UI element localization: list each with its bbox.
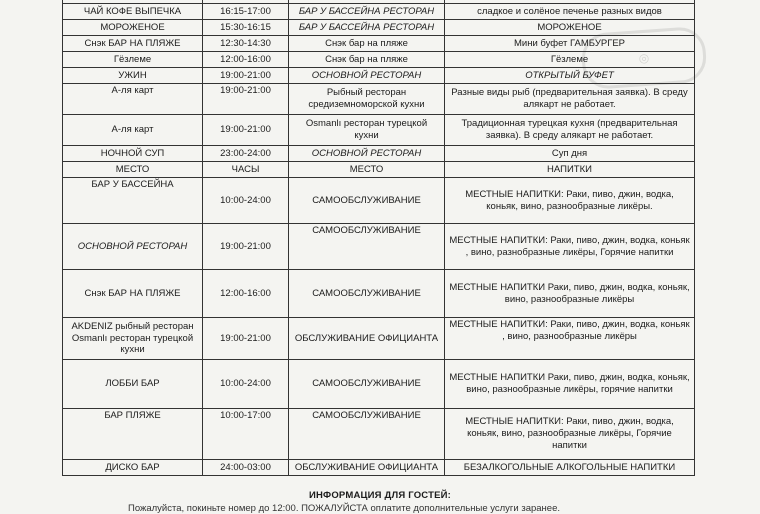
watermark-logo-icon: ◎ xyxy=(638,50,650,66)
meal-desc: Традиционная турецкая кухня (предварительная заявка). В среду алякарт не работает. xyxy=(445,115,695,146)
meal-time: 12:00-16:00 xyxy=(203,52,289,68)
bar-hours: 19:00-21:00 xyxy=(203,318,289,360)
meal-place: БАР У БАССЕЙНА РЕСТОРАН xyxy=(289,20,445,36)
table-row xyxy=(63,36,695,52)
meal-time: 19:00-21:00 xyxy=(203,68,289,84)
bar-place: БАР У БАССЕЙНА xyxy=(63,178,203,224)
bar-hours: 24:00-03:00 xyxy=(203,460,289,476)
meal-name: Снэк БАР НА ПЛЯЖЕ xyxy=(63,36,203,52)
table-row xyxy=(63,84,695,115)
table-row xyxy=(63,52,695,68)
bar-service: САМООБСЛУЖИВАНИЕ xyxy=(289,360,445,409)
meal-time: 16:15-17:00 xyxy=(203,4,289,20)
bar-service: САМООБСЛУЖИВАНИЕ xyxy=(289,409,445,460)
bar-place: БАР ПЛЯЖЕ xyxy=(63,409,203,460)
header-service: МЕСТО xyxy=(289,162,445,178)
bar-service: ОБСЛУЖИВАНИЕ ОФИЦИАНТА xyxy=(289,460,445,476)
bar-drinks: БЕЗАЛКОГОЛЬНЫЕ АЛКОГОЛЬНЫЕ НАПИТКИ xyxy=(445,460,695,476)
bar-place: ОСНОВНОЙ РЕСТОРАН xyxy=(63,224,203,270)
meal-name: НОЧНОЙ СУП xyxy=(63,146,203,162)
table-row xyxy=(63,224,695,270)
meal-place: Рыбный ресторан средиземноморской кухни xyxy=(289,84,445,115)
meal-place: ОСНОВНОЙ РЕСТОРАН xyxy=(289,68,445,84)
bar-service: ОБСЛУЖИВАНИЕ ОФИЦИАНТА xyxy=(289,318,445,360)
bar-place: Снэк БАР НА ПЛЯЖЕ xyxy=(63,270,203,318)
bar-hours: 19:00-21:00 xyxy=(203,224,289,270)
meal-name: А-ля карт xyxy=(63,115,203,146)
bar-service: САМООБСЛУЖИВАНИЕ xyxy=(289,178,445,224)
table-row xyxy=(63,68,695,84)
meal-name: Гёзлеме xyxy=(63,52,203,68)
meal-place: БАР У БАССЕЙНА РЕСТОРАН xyxy=(289,4,445,20)
bar-service: САМООБСЛУЖИВАНИЕ xyxy=(289,224,445,270)
meal-desc: сладкое и солёное печенье разных видов xyxy=(445,4,695,20)
header-drinks: НАПИТКИ xyxy=(445,162,695,178)
bar-drinks: МЕСТНЫЕ НАПИТКИ: Раки, пиво, джин, водка, коньяк, вино, разнообразные ликёры. xyxy=(445,178,695,224)
table-row xyxy=(63,4,695,20)
table-row xyxy=(63,360,695,409)
meal-place: Снэк бар на пляже xyxy=(289,36,445,52)
bar-drinks: МЕСТНЫЕ НАПИТКИ Раки, пиво, джин, водка, коньяк, вино, разнообразные ликёры xyxy=(445,270,695,318)
guest-info-title: ИНФОРМАЦИЯ ДЛЯ ГОСТЕЙ: xyxy=(308,490,452,501)
meal-time: 19:00-21:00 xyxy=(203,115,289,146)
meal-name: ЧАЙ КОФЕ ВЫПЕЧКА xyxy=(63,4,203,20)
header-hours: ЧАСЫ xyxy=(203,162,289,178)
schedule-table xyxy=(62,0,695,476)
meal-desc: Суп дня xyxy=(445,146,695,162)
meal-place: Osmanlı ресторан турецкой кухни xyxy=(289,115,445,146)
table-row xyxy=(63,409,695,460)
meal-name: А-ля карт xyxy=(63,84,203,115)
meal-desc: МОРОЖЕНОЕ xyxy=(445,20,695,36)
bar-service: САМООБСЛУЖИВАНИЕ xyxy=(289,270,445,318)
bar-place: AKDENIZ рыбный ресторан Osmanlı ресторан турецкой кухни xyxy=(63,318,203,360)
meal-time: 19:00-21:00 xyxy=(203,84,289,115)
meal-time: 15:30-16:15 xyxy=(203,20,289,36)
meal-name: МОРОЖЕНОЕ xyxy=(63,20,203,36)
bar-drinks: МЕСТНЫЕ НАПИТКИ: Раки, пиво, джин, водка, коньяк , вино, разнобразные ликёры, Горячие напитки xyxy=(445,224,695,270)
table-row xyxy=(63,318,695,360)
meal-place: Снэк бар на пляже xyxy=(289,52,445,68)
bar-hours: 10:00-24:00 xyxy=(203,178,289,224)
meal-time: 23:00-24:00 xyxy=(203,146,289,162)
meal-place: ОСНОВНОЙ РЕСТОРАН xyxy=(289,146,445,162)
meal-desc: Разные виды рыб (предварительная заявка). В среду алякарт не работает. xyxy=(445,84,695,115)
meal-time: 12:30-14:30 xyxy=(203,36,289,52)
bar-hours: 12:00-16:00 xyxy=(203,270,289,318)
meal-desc: Гёзлеме xyxy=(445,52,695,68)
bar-place: ДИСКО БАР xyxy=(63,460,203,476)
bar-drinks: МЕСТНЫЕ НАПИТКИ: Раки, пиво, джин, водка, коньяк, вино, разнообразные ликёры, Горячие напитки xyxy=(445,409,695,460)
table-row xyxy=(63,270,695,318)
table-row xyxy=(63,20,695,36)
guest-info-line: Пожалуйста, покиньте номер до 12:00. ПОЖАЛУЙСТА оплатите дополнительные услуги заранее. xyxy=(128,503,560,514)
table-row xyxy=(63,178,695,224)
meal-desc: Мини буфет ГАМБУРГЕР xyxy=(445,36,695,52)
table-row xyxy=(63,146,695,162)
meal-name: УЖИН xyxy=(63,68,203,84)
bar-drinks: МЕСТНЫЕ НАПИТКИ Раки, пиво, джин, водка, коньяк, вино, разнообразные ликёры, горячие напитки xyxy=(445,360,695,409)
bar-hours: 10:00-17:00 xyxy=(203,409,289,460)
bars-header-row xyxy=(63,162,695,178)
meal-desc: ОТКРЫТЫЙ БУФЕТ xyxy=(445,68,695,84)
table-row xyxy=(63,460,695,476)
bar-place: ЛОББИ БАР xyxy=(63,360,203,409)
bar-drinks: МЕСТНЫЕ НАПИТКИ: Раки, пиво, джин, водка, коньяк , вино, разнообразные ликёры xyxy=(445,318,695,360)
table-row xyxy=(63,115,695,146)
header-place: МЕСТО xyxy=(63,162,203,178)
bar-hours: 10:00-24:00 xyxy=(203,360,289,409)
